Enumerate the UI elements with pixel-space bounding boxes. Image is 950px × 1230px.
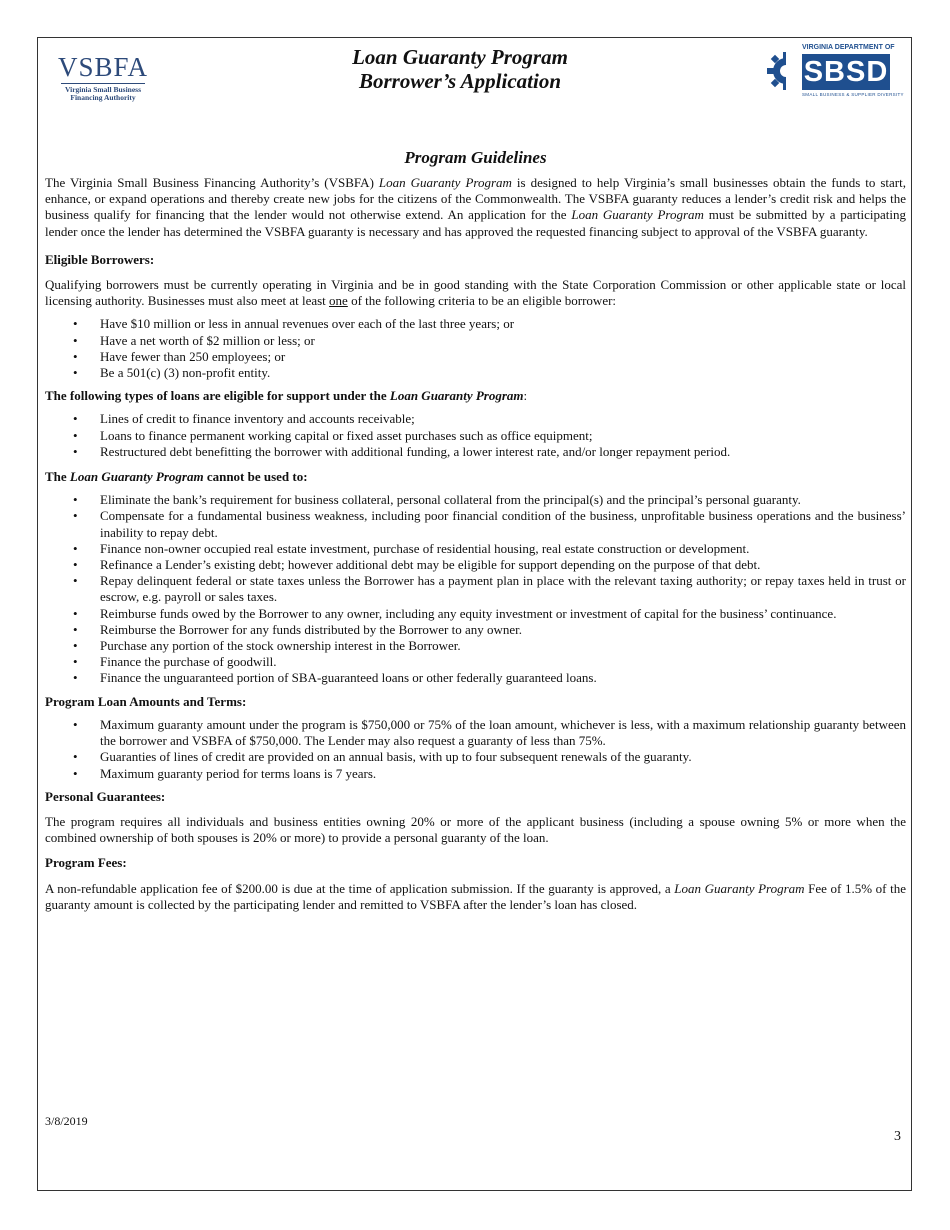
- eligible-underlined: one: [329, 293, 348, 309]
- vsbfa-logo-rule: [61, 83, 145, 84]
- vsbfa-logo: [55, 52, 151, 104]
- sbsd-logo: [766, 43, 904, 101]
- list-item: • Guaranties of lines of credit are provided on an annual basis, with up to four subsequent renewals of the guaranty.: [73, 749, 692, 765]
- restrictions-heading: The Loan Guaranty Program cannot be used to:: [45, 469, 308, 485]
- eligible-paragraph: [45, 277, 906, 309]
- eligible-text-1: Qualifying borrowers must be currently operating in Virginia and be in good standing with the State Corporation Commission or other applicable state or local licensing authority. Businesses must also meet at least: [45, 277, 906, 309]
- sbsd-logo-subtitle: SMALL BUSINESS & SUPPLIER DIVERSITY: [802, 92, 904, 97]
- title-line-2: Borrower’s Application: [358, 69, 562, 93]
- list-item: • Maximum guaranty amount under the program is $750,000 or 75% of the loan amount, whichever is less, with a maximum relationship guaranty between the borrower and VSBFA of $750,000. The Lender may also request a guaranty of less than 75%.: [73, 716, 906, 749]
- sbsd-logo-text: SBSD: [803, 56, 889, 88]
- list-item: • Have fewer than 250 employees; or: [73, 348, 286, 364]
- sbsd-logo-top: VIRGINIA DEPARTMENT OF: [802, 44, 895, 51]
- list-item: • Have $10 million or less in annual revenues over each of the last three years; or: [73, 316, 515, 332]
- eligible-text-2: of the following criteria to be an eligible borrower:: [347, 293, 617, 309]
- intro-text-1: The Virginia Small Business Financing Authority’s (VSBFA): [45, 175, 379, 190]
- loan-amounts-list: [45, 717, 906, 782]
- list-item: • Reimburse the Borrower for any funds distributed by the Borrower to any owner.: [73, 621, 523, 637]
- eligible-borrowers-heading: Eligible Borrowers:: [45, 251, 155, 267]
- restrictions-list: [45, 492, 906, 686]
- vsbfa-logo-subtitle-2: Financing Authority: [70, 93, 136, 102]
- document-title: [300, 45, 620, 93]
- footer-date: 3/8/2019: [45, 1114, 88, 1128]
- loan-types-list: [45, 411, 906, 460]
- program-fees-heading: Program Fees:: [45, 855, 127, 871]
- list-item: • Maximum guaranty period for terms loans is 7 years.: [73, 765, 377, 781]
- list-item: • Reimburse funds owed by the Borrower to any owner, including any equity investment or investment of capital for the business’ continuance.: [73, 605, 837, 621]
- list-item: • Eliminate the bank’s requirement for business collateral, personal collateral from the principal(s) and the principal’s personal guaranty.: [73, 492, 801, 508]
- list-item: • Loans to finance permanent working capital or fixed asset purchases such as office equipment;: [73, 427, 593, 443]
- loan-types-heading: The following types of loans are eligible for support under the Loan Guaranty Program:: [45, 388, 528, 404]
- list-item: • Finance non-owner occupied real estate investment, purchase of residential housing, real estate construction or development.: [73, 540, 750, 556]
- title-line-1: Loan Guaranty Program: [352, 45, 568, 69]
- personal-guarantees-heading: Personal Guarantees:: [45, 788, 166, 804]
- eligibility-criteria-list: [45, 316, 906, 381]
- list-item: • Have a net worth of $2 million or less; or: [73, 332, 315, 348]
- page-number: 3: [894, 1129, 901, 1144]
- vsbfa-logo-text: VSBFA: [57, 52, 149, 82]
- list-item: • Lines of credit to finance inventory and accounts receivable;: [73, 411, 415, 427]
- list-item: • Purchase any portion of the stock ownership interest in the Borrower.: [73, 638, 461, 654]
- program-fees-paragraph: A non-refundable application fee of $200.00 is due at the time of application submission. If the guaranty is approved, a Loan Guaranty Program Fee of 1.5% of the guaranty amount is collected by the participating lender and remitted to VSBFA after the lender’s loan has closed.: [45, 880, 907, 912]
- list-item: • Refinance a Lender’s existing debt; however additional debt may be eligible for support depending on the purpose of that debt.: [73, 557, 761, 573]
- list-item: • Restructured debt benefitting the borrower with additional funding, a lower interest rate, and/or longer repayment period.: [73, 443, 731, 459]
- intro-paragraph: [45, 175, 906, 240]
- list-item: • Repay delinquent federal or state taxes unless the Borrower has a payment plan in place with the relevant taxing authority; or repay taxes held in trust or escrow, e.g. payroll or sales taxes.: [73, 573, 906, 605]
- section-title: Program Guidelines: [404, 148, 547, 167]
- vsbfa-logo-subtitle-1: Virginia Small Business: [65, 85, 141, 94]
- list-item: • Finance the purchase of goodwill.: [73, 654, 277, 670]
- list-item: • Finance the unguaranteed portion of SBA-guaranteed loans or other federally guaranteed loans.: [73, 670, 597, 686]
- list-item: • Be a 501(c) (3) non-profit entity.: [73, 365, 271, 381]
- list-item: • Compensate for a fundamental business weakness, including poor financial condition of the business, unprofitable business operations and the business’ inability to repay debt.: [73, 508, 906, 540]
- intro-program-name-2: Loan Guaranty Program: [571, 207, 704, 223]
- personal-guarantees-paragraph: The program requires all individuals and business entities owning 20% or more of the applicant business (including a spouse owning 5% or more when the combined ownership of both spouses is 20% or more) to provide a personal guaranty of the loan.: [45, 813, 906, 846]
- loan-amounts-heading: Program Loan Amounts and Terms:: [45, 693, 247, 709]
- intro-program-name-1: Loan Guaranty Program: [378, 175, 512, 190]
- gear-icon: [766, 51, 802, 91]
- document-body: [45, 148, 906, 913]
- intro-text-2: is designed to help Virginia’s small businesses obtain the funds to start, enhance, or expand operations and thereby create new jobs for the citizens of the Commonwealth. The VSBFA guaranty reduces a lender’s credit risk and helps the business qualify for financing that the lender would not otherwise extend. An application for the: [45, 175, 907, 223]
- intro-text-3: must be submitted by a participating lender once the lender has determined the VSBFA guaranty is necessary and has approved the requested financing subject to approval of the VSBFA guaranty.: [45, 207, 906, 239]
